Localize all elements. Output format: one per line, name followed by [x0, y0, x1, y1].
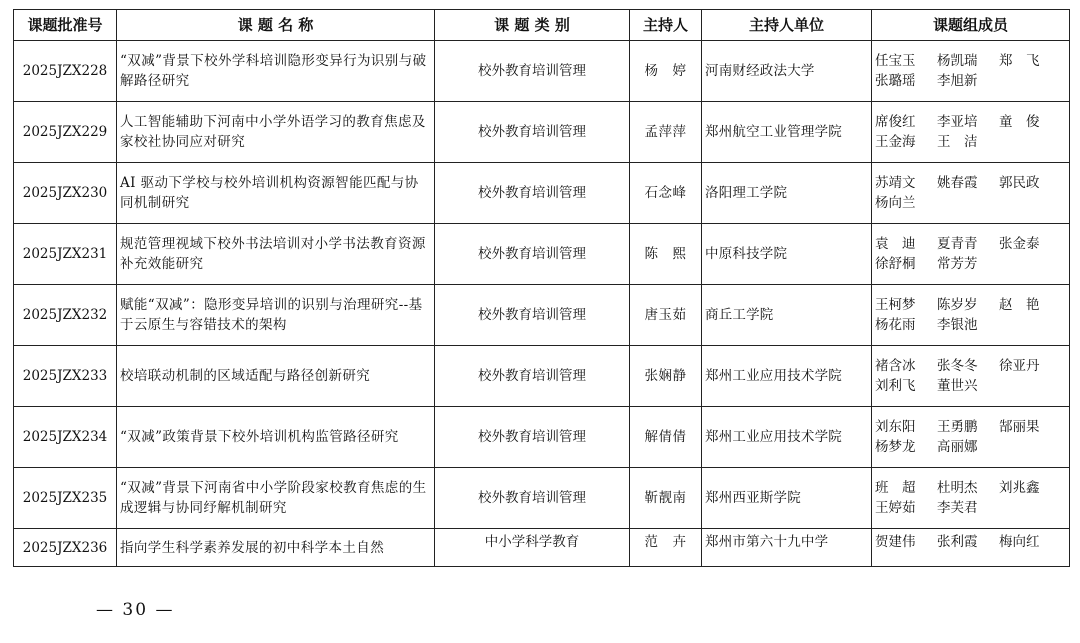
member-name: 李芙君 — [937, 500, 978, 516]
table-row — [14, 407, 1070, 468]
cell-host: 石念峰 — [630, 163, 702, 224]
cell-title: “双减”背景下河南省中小学阶段家校教育焦虑的生成逻辑与协同纾解机制研究 — [117, 468, 435, 529]
cell-id: 2025JZX229 — [14, 102, 117, 163]
cell-unit: 洛阳理工学院 — [702, 163, 872, 224]
cell-unit: 郑州工业应用技术学院 — [702, 346, 872, 407]
header-unit: 主持人单位 — [702, 10, 872, 41]
member-name: 褚含冰 — [875, 358, 916, 374]
cell-id: 2025JZX234 — [14, 407, 117, 468]
member-name: 杨梦龙 — [875, 439, 916, 455]
header-members: 课题组成员 — [872, 10, 1070, 41]
header-host: 主持人 — [630, 10, 702, 41]
member-list — [875, 356, 1066, 396]
table-row — [14, 468, 1070, 529]
table-row — [14, 346, 1070, 407]
cell-members — [872, 285, 1070, 346]
member-list — [875, 417, 1066, 457]
member-name: 王柯梦 — [875, 297, 916, 313]
cell-category: 校外教育培训管理 — [435, 346, 630, 407]
member-name: 董世兴 — [937, 378, 978, 394]
cell-host: 唐玉茹 — [630, 285, 702, 346]
cell-id: 2025JZX232 — [14, 285, 117, 346]
cell-id: 2025JZX235 — [14, 468, 117, 529]
cell-members — [872, 224, 1070, 285]
cell-id: 2025JZX236 — [14, 529, 117, 567]
cell-host: 解倩倩 — [630, 407, 702, 468]
cell-host: 张娴静 — [630, 346, 702, 407]
cell-unit: 郑州工业应用技术学院 — [702, 407, 872, 468]
member-list — [875, 478, 1066, 518]
member-name: 常芳芳 — [937, 256, 978, 272]
cell-title: 赋能“双减”：隐形变异培训的识别与治理研究--基于云原生与容错技术的架构 — [117, 285, 435, 346]
cell-unit: 郑州西亚斯学院 — [702, 468, 872, 529]
cell-title: “双减”背景下校外学科培训隐形变异行为识别与破解路径研究 — [117, 41, 435, 102]
member-name: 郜丽果 — [999, 419, 1040, 435]
header-category: 课 题 类 别 — [435, 10, 630, 41]
cell-category: 校外教育培训管理 — [435, 468, 630, 529]
header-id: 课题批准号 — [14, 10, 117, 41]
member-name: 席俊红 — [875, 114, 916, 130]
member-list — [875, 112, 1066, 152]
cell-unit: 商丘工学院 — [702, 285, 872, 346]
member-name: 任宝玉 — [875, 53, 916, 69]
table-row — [14, 102, 1070, 163]
cell-members — [872, 102, 1070, 163]
member-name: 杨凯瑞 — [937, 53, 978, 69]
header-title: 课 题 名 称 — [117, 10, 435, 41]
cell-host: 孟萍萍 — [630, 102, 702, 163]
member-name: 张冬冬 — [937, 358, 978, 374]
member-name: 王金海 — [875, 134, 916, 150]
member-name: 姚春霞 — [937, 175, 978, 191]
table-row — [14, 529, 1070, 567]
cell-title: AI 驱动下学校与校外培训机构资源智能匹配与协同机制研究 — [117, 163, 435, 224]
cell-category: 校外教育培训管理 — [435, 407, 630, 468]
cell-members — [872, 41, 1070, 102]
cell-unit: 郑州航空工业管理学院 — [702, 102, 872, 163]
table-row — [14, 41, 1070, 102]
cell-title: 规范管理视域下校外书法培训对小学书法教育资源补充效能研究 — [117, 224, 435, 285]
member-name: 张利霞 — [937, 534, 978, 550]
member-name: 李银池 — [937, 317, 978, 333]
page-number: — 30 — — [96, 600, 175, 620]
member-name: 高丽娜 — [937, 439, 978, 455]
member-list — [875, 173, 1066, 213]
member-name: 赵 艳 — [999, 297, 1040, 313]
cell-title: 指向学生科学素养发展的初中科学本土自然 — [117, 529, 435, 567]
member-name: 郑 飞 — [999, 53, 1040, 69]
cell-unit: 河南财经政法大学 — [702, 41, 872, 102]
cell-host: 陈 熙 — [630, 224, 702, 285]
cell-category: 校外教育培训管理 — [435, 163, 630, 224]
table-row — [14, 224, 1070, 285]
member-name: 张金泰 — [999, 236, 1040, 252]
table-row — [14, 163, 1070, 224]
member-name: 徐亚丹 — [999, 358, 1040, 374]
cell-category: 校外教育培训管理 — [435, 102, 630, 163]
member-name: 袁 迪 — [875, 236, 916, 252]
member-name: 刘利飞 — [875, 378, 916, 394]
cell-id: 2025JZX230 — [14, 163, 117, 224]
cell-host: 范 卉 — [630, 529, 702, 567]
member-name: 贺建伟 — [875, 534, 916, 550]
cell-unit: 中原科技学院 — [702, 224, 872, 285]
member-name: 苏靖文 — [875, 175, 916, 191]
member-list — [875, 295, 1066, 335]
cell-id: 2025JZX233 — [14, 346, 117, 407]
cell-title: 校培联动机制的区域适配与路径创新研究 — [117, 346, 435, 407]
member-name: 王 洁 — [937, 134, 978, 150]
cell-members — [872, 407, 1070, 468]
member-name: 夏青青 — [937, 236, 978, 252]
table-body — [14, 41, 1070, 567]
cell-id: 2025JZX228 — [14, 41, 117, 102]
member-name: 杨向兰 — [875, 195, 916, 211]
member-name: 郭民政 — [999, 175, 1040, 191]
cell-title: 人工智能辅助下河南中小学外语学习的教育焦虑及家校社协同应对研究 — [117, 102, 435, 163]
cell-category: 中小学科学教育 — [435, 529, 630, 567]
member-name: 班 超 — [875, 480, 916, 496]
cell-unit: 郑州市第六十九中学 — [702, 529, 872, 567]
member-name: 王勇鹏 — [937, 419, 978, 435]
cell-category: 校外教育培训管理 — [435, 41, 630, 102]
cell-category: 校外教育培训管理 — [435, 224, 630, 285]
cell-members — [872, 468, 1070, 529]
member-name: 杜明杰 — [937, 480, 978, 496]
member-name: 刘兆鑫 — [999, 480, 1040, 496]
member-name: 童 俊 — [999, 114, 1040, 130]
cell-category: 校外教育培训管理 — [435, 285, 630, 346]
member-name: 陈岁岁 — [937, 297, 978, 313]
member-name: 张璐瑶 — [875, 73, 916, 89]
cell-members — [872, 529, 1070, 567]
cell-host: 杨 婷 — [630, 41, 702, 102]
member-list — [875, 51, 1066, 91]
cell-members — [872, 346, 1070, 407]
member-name: 刘东阳 — [875, 419, 916, 435]
project-table — [13, 9, 1070, 567]
member-name: 王婷茹 — [875, 500, 916, 516]
member-name: 梅向红 — [999, 534, 1040, 550]
table-row — [14, 285, 1070, 346]
member-name: 李旭新 — [937, 73, 978, 89]
member-name: 李亚培 — [937, 114, 978, 130]
member-list — [875, 234, 1066, 274]
cell-title: “双减”政策背景下校外培训机构监管路径研究 — [117, 407, 435, 468]
cell-id: 2025JZX231 — [14, 224, 117, 285]
table-header-row — [14, 10, 1070, 41]
cell-members — [872, 163, 1070, 224]
cell-host: 靳靓南 — [630, 468, 702, 529]
member-name: 徐舒桐 — [875, 256, 916, 272]
member-list — [875, 532, 1066, 552]
member-name: 杨花雨 — [875, 317, 916, 333]
